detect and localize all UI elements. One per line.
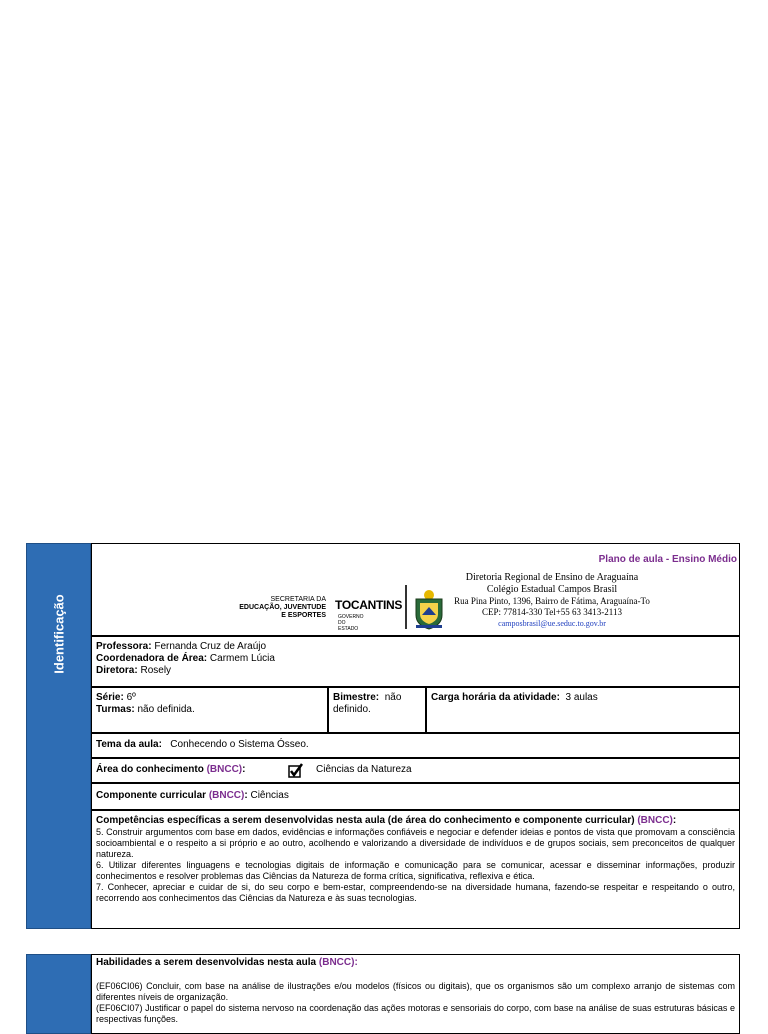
- school-address-block: [432, 572, 672, 630]
- competencias-heading: Competências específicas a serem desenvolvidas nesta aula (de área do conhecimento e componente curricular) (BNCC):: [96, 815, 677, 826]
- competencias-label: Competências específicas a serem desenvolvidas nesta aula (de área do conhecimento e componente curricular): [96, 815, 635, 826]
- competencia-6: 6. Utilizar diferentes linguagens e tecnologias digitais de informação e comunicação para se comunicar, acessar e disseminar informações, produzir conhecimentos e resolver problemas das Ciências da Natureza de forma crítica, significativa, reflexiva e ética.: [96, 860, 735, 881]
- professora-label: Professora:: [96, 641, 152, 652]
- serie-row: [96, 692, 323, 704]
- habilidade-ef06ci06: (EF06CI06) Concluir, com base na análise de ilustrações e/ou modelos (físicos ou digitais), que os organismos são um complexo arranjo de sistemas com diferentes níveis de organização.: [96, 981, 735, 1002]
- colegio-name: Colégio Estadual Campos Brasil: [486, 584, 618, 595]
- habilidades-table: [26, 954, 740, 1034]
- competencias-bncc: (BNCC): [637, 815, 673, 826]
- competencias-cell: [91, 810, 740, 929]
- habilidades-cell: [91, 954, 740, 1034]
- habilidades-sidebar: [26, 954, 91, 1034]
- tema-cell: [91, 733, 740, 758]
- carga-cell: [426, 687, 740, 733]
- componente-label: Componente curricular: [96, 790, 207, 801]
- diretora-value: Rosely: [140, 665, 172, 676]
- school-email-link[interactable]: camposbrasil@ue.seduc.to.gov.br: [498, 619, 606, 628]
- plano-de-aula-title: Plano de aula - Ensino Médio: [598, 554, 737, 565]
- competencia-7: 7. Conhecer, apreciar e cuidar de si, do seu corpo e bem-estar, compreendendo-se na diversidade humana, fazendo-se respeitar e respeitando o outro, recorrendo aos conhecimentos das Ciências da Natureza e às suas tecnologias.: [96, 882, 735, 903]
- cep-phone: CEP: 77814-330 Tel+55 63 3413-2113: [482, 607, 622, 617]
- secretaria-line2: EDUCAÇÃO, JUVENTUDE: [239, 604, 326, 611]
- tema-value: Conhecendo o Sistema Ósseo.: [170, 739, 309, 750]
- logo-divider: [405, 585, 407, 629]
- secretaria-line3: E ESPORTES: [281, 612, 326, 619]
- serie-value: 6º: [126, 692, 136, 703]
- area-bncc: (BNCC): [206, 764, 243, 775]
- checkbox-checked-icon[interactable]: [288, 763, 302, 777]
- habilidades-label: Habilidades a serem desenvolvidas nesta aula: [96, 957, 317, 968]
- tocantins-wordmark: TOCANTINS: [335, 598, 403, 612]
- componente-bncc: (BNCC): [208, 790, 245, 801]
- identificacao-label: Identificação: [51, 594, 67, 674]
- bimestre-value: não definido.: [333, 692, 402, 715]
- turmas-label: Turmas:: [96, 704, 135, 715]
- carga-label: Carga horária da atividade:: [431, 692, 560, 703]
- secretaria-line1: SECRETARIA DA: [270, 596, 326, 603]
- area-cell: Área do conhecimento (BNCC): Ciências da Natureza: [91, 758, 740, 783]
- diretora-row: [96, 665, 735, 677]
- governo-do-estado: GOVERNO DO ESTADO: [338, 614, 364, 632]
- componente-cell: Componente curricular (BNCC): Ciências: [91, 783, 740, 810]
- serie-label: Série:: [96, 692, 124, 703]
- address: Rua Pina Pinto, 1396, Bairro de Fátima, Araguaína-To: [454, 596, 650, 606]
- header-cell: [91, 543, 740, 636]
- bimestre-label: Bimestre:: [333, 692, 380, 703]
- habilidades-heading: [96, 957, 735, 969]
- habilidade-ef06ci07: (EF06CI07) Justificar o papel do sistema nervoso na coordenação das ações motoras e sensoriais do corpo, com base na análise de suas estruturas básicas e respectivas funções.: [96, 1003, 735, 1024]
- turmas-value: não definida.: [137, 704, 195, 715]
- coordenadora-label: Coordenadora de Área:: [96, 653, 208, 664]
- turmas-row: [96, 704, 323, 716]
- professora-row: [96, 641, 735, 653]
- staff-cell: [91, 636, 740, 687]
- area-label: Área do conhecimento: [96, 764, 204, 775]
- habilidades-bncc: (BNCC):: [318, 957, 358, 968]
- identificacao-table: [26, 543, 740, 929]
- bimestre-cell: [328, 687, 426, 733]
- diretoria-regional: Diretoria Regional de Ensino de Araguaína: [465, 572, 639, 583]
- coordenadora-row: [96, 653, 735, 665]
- identificacao-sidebar: [26, 543, 91, 929]
- serie-cell: [91, 687, 328, 733]
- componente-value: Ciências: [250, 790, 289, 801]
- diretora-label: Diretora:: [96, 665, 138, 676]
- carga-value: 3 aulas: [565, 692, 598, 703]
- competencia-5: 5. Construir argumentos com base em dados, evidências e informações confiáveis e negociar e defender ideias e pontos de vista que promovam a consciência socioambiental e o respeito a si próprio e ao outro, acolhendo e valorizando a diversidade de indivíduos e de grupos sociais, sem preconceitos de qualquer natureza.: [96, 827, 735, 859]
- area-value: Ciências da Natureza: [316, 764, 412, 775]
- coordenadora-value: Carmem Lúcia: [209, 653, 275, 664]
- professora-value: Fernanda Cruz de Araújo: [154, 641, 267, 652]
- tema-label: Tema da aula:: [96, 739, 162, 750]
- secretaria-logo-text: [178, 596, 326, 620]
